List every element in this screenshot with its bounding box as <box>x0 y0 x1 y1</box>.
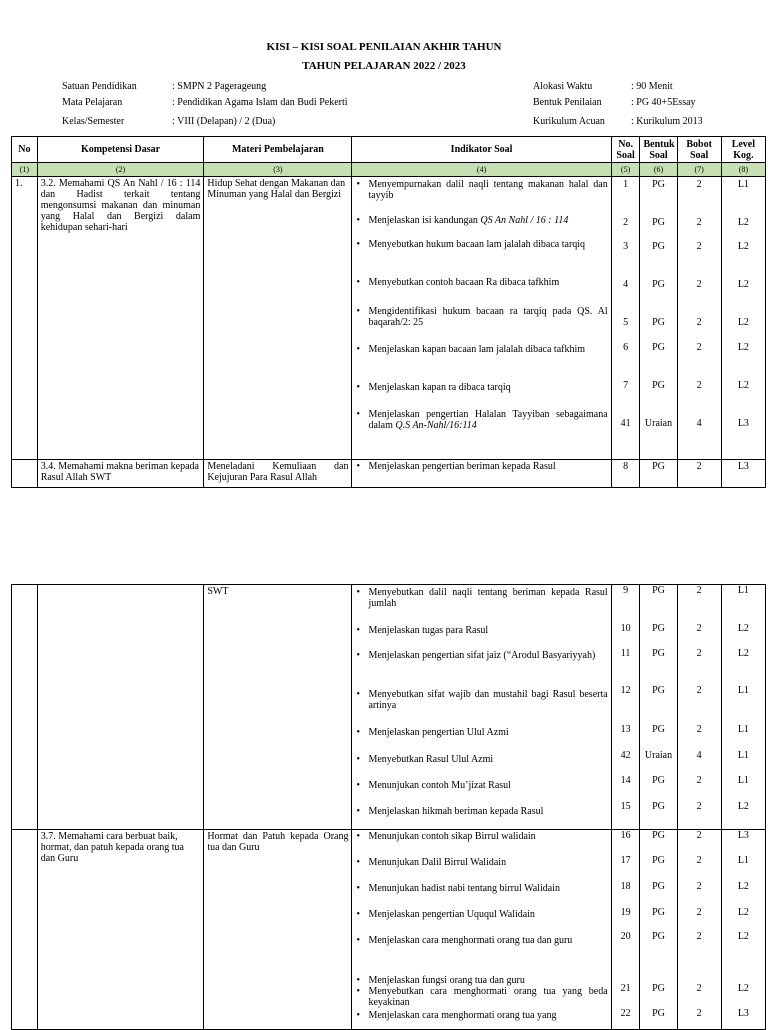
col-number: (2) <box>37 163 204 177</box>
info-value-mapel: : Pendidikan Agama Islam dan Budi Pekerti <box>172 97 348 108</box>
kisi-table-page2 <box>11 584 766 1030</box>
bobot-soal: 2 <box>696 648 702 659</box>
no-soal: 15 <box>620 801 631 812</box>
bobot-soal-list <box>677 585 721 830</box>
indikator-text: Menjelaskan pengertian Halalan Tayyiban sebagaimana dalam <box>368 409 608 431</box>
level-kog: L2 <box>737 648 749 659</box>
row-number <box>12 585 38 830</box>
kompetensi-dasar: 3.7. Memahami cara berbuat baik, hormat, dan patuh kepada orang tua dan Guru <box>37 830 204 1030</box>
bobot-soal: 2 <box>696 983 702 994</box>
level-kog: L3 <box>721 460 765 488</box>
bentuk-soal: PG <box>652 931 665 942</box>
indikator-item: • Menjelaskan pengertian sifat jaiz (“Arodul Basyariyyah) <box>355 650 607 661</box>
level-kog: L1 <box>737 179 749 190</box>
indikator-text: Menjelaskan isi kandungan <box>368 215 481 226</box>
bentuk-soal: PG <box>652 648 665 659</box>
kompetensi-dasar: 3.4. Memahami makna beriman kepada Rasul Allah SWT <box>37 460 204 488</box>
materi-pembelajaran: Hormat dan Patuh kepada Orang tua dan Guru <box>204 830 352 1030</box>
bobot-soal: 2 <box>696 179 702 190</box>
no-soal: 14 <box>620 775 631 786</box>
document-subtitle: TAHUN PELAJARAN 2022 / 2023 <box>302 60 466 72</box>
bentuk-soal: PG <box>652 342 665 353</box>
no-soal: 9 <box>623 585 629 596</box>
no-soal: 20 <box>620 931 631 942</box>
indikator-item: • Menjelaskan tugas para Rasul <box>355 625 607 636</box>
bentuk-soal: PG <box>652 217 665 228</box>
bentuk-soal: PG <box>652 801 665 812</box>
col-header-materi: Materi Pembelajaran <box>204 137 352 163</box>
indikator-item: • Menjelaskan fungsi orang tua dan guru <box>355 975 607 986</box>
bentuk-soal: PG <box>652 907 665 918</box>
table-row-block1 <box>12 177 766 460</box>
indikator-item: • Menyebutkan cara menghormati orang tua yang beda keyakinan <box>355 986 607 1008</box>
no-soal: 10 <box>620 623 631 634</box>
level-kog: L2 <box>737 801 749 812</box>
bentuk-soal: PG <box>652 685 665 696</box>
no-soal: 11 <box>620 648 631 659</box>
bobot-soal: 2 <box>696 1008 702 1019</box>
level-kog: L2 <box>737 217 749 228</box>
bobot-soal: 2 <box>696 241 702 252</box>
kompetensi-dasar <box>37 585 204 830</box>
level-kog-list <box>721 585 765 830</box>
indikator-item: • Menjelaskan pengertian Ulul Azmi <box>355 727 607 738</box>
level-kog: L2 <box>737 983 749 994</box>
bobot-soal: 2 <box>696 724 702 735</box>
info-value-bentuk: : PG 40+5Essay <box>631 97 696 108</box>
bobot-soal-list <box>677 830 721 1030</box>
info-value-satuan: : SMPN 2 Pagerageung <box>172 81 267 92</box>
col-number: (5) <box>611 163 640 177</box>
indikator-item: • Menyempurnakan dalil naqli tentang makanan halal dan tayyib <box>355 179 607 201</box>
info-value-kurikulum: : Kurikulum 2013 <box>631 116 703 127</box>
indikator-item: • Menyebutkan dalil naqli tentang beriman kepada Rasul jumlah <box>355 587 607 609</box>
no-soal: 6 <box>623 342 629 353</box>
level-kog: L2 <box>737 881 749 892</box>
level-kog: L2 <box>737 342 749 353</box>
indikator-item: • Menjelaskan cara menghormati orang tua dan guru <box>355 935 607 946</box>
indikator-item: • Menunjukan hadist nabi tentang birrul Walidain <box>355 883 607 894</box>
no-soal: 7 <box>623 380 629 391</box>
info-value-kelas: : VIII (Delapan) / 2 (Dua) <box>172 116 276 127</box>
col-header-bentuk: Bentuk Soal <box>640 137 677 163</box>
indikator-item: • Menyebutkan sifat wajib dan mustahil bagi Rasul beserta artinya <box>355 689 607 711</box>
indikator-item: • Menunjukan contoh Mu’jizat Rasul <box>355 780 607 791</box>
level-kog: L2 <box>737 317 749 328</box>
indikator-item: • Menyebutkan Rasul Ulul Azmi <box>355 754 607 765</box>
col-header-level: Level Kog. <box>721 137 765 163</box>
table-header-row <box>12 137 766 163</box>
bobot-soal: 4 <box>696 418 702 429</box>
no-soal: 22 <box>620 1008 631 1019</box>
bobot-soal: 2 <box>696 585 702 596</box>
info-label-satuan: Satuan Pendidikan <box>62 81 137 92</box>
row-number <box>12 460 38 488</box>
kisi-table-page1 <box>11 136 766 488</box>
bobot-soal: 2 <box>696 623 702 634</box>
bentuk-soal: PG <box>652 585 665 596</box>
bobot-soal: 2 <box>696 380 702 391</box>
level-kog: L1 <box>737 855 749 866</box>
col-number: (3) <box>204 163 352 177</box>
bobot-soal: 2 <box>696 881 702 892</box>
bentuk-soal: PG <box>652 380 665 391</box>
indikator-item: • Menjelaskan pengertian beriman kepada Rasul <box>355 461 607 472</box>
bobot-soal: 2 <box>696 830 702 841</box>
kompetensi-dasar: 3.2. Memahami QS An Nahl / 16 : 114 dan Hadist terkait tentang mengonsumsi makanan dan minuman yang Halal dan Bergizi dalam kehidupan sehari-hari <box>37 177 204 460</box>
bentuk-soal: PG <box>652 855 665 866</box>
indikator-item <box>355 215 607 226</box>
document-title: KISI – KISI SOAL PENILAIAN AKHIR TAHUN <box>266 41 502 53</box>
table-row-block2-start <box>12 460 766 488</box>
level-kog: L1 <box>737 775 749 786</box>
level-kog: L1 <box>737 685 749 696</box>
indikator-list <box>352 585 611 830</box>
level-kog: L2 <box>737 931 749 942</box>
bobot-soal: 2 <box>696 931 702 942</box>
no-soal-list <box>611 177 640 460</box>
indikator-item: • Menjelaskan kapan ra dibaca tarqiq <box>355 382 607 393</box>
no-soal: 17 <box>620 855 631 866</box>
bentuk-soal: PG <box>652 775 665 786</box>
no-soal: 16 <box>620 830 631 841</box>
no-soal: 41 <box>620 418 631 429</box>
level-kog: L1 <box>737 750 749 761</box>
bobot-soal: 2 <box>696 801 702 812</box>
bobot-soal: 2 <box>696 855 702 866</box>
level-kog: L2 <box>737 279 749 290</box>
materi-pembelajaran: Hidup Sehat dengan Makanan dan Minuman yang Halal dan Bergizi <box>204 177 352 460</box>
bentuk-soal: PG <box>652 241 665 252</box>
info-value-alokasi: : 90 Menit <box>631 81 673 92</box>
col-header-no: No <box>12 137 38 163</box>
bobot-soal-list <box>677 177 721 460</box>
bentuk-soal: PG <box>652 179 665 190</box>
no-soal: 3 <box>623 241 629 252</box>
indikator-item: • Mengidentifikasi hukum bacaan ra tarqiq pada QS. Al baqarah/2: 25 <box>355 306 607 328</box>
level-kog: L2 <box>737 241 749 252</box>
bentuk-soal: Uraian <box>644 418 673 429</box>
bobot-soal: 2 <box>696 217 702 228</box>
no-soal: 5 <box>623 317 629 328</box>
indikator-item <box>355 409 607 431</box>
indikator-item: • Menyebutkan hukum bacaan lam jalalah dibaca tarqiq <box>355 239 607 250</box>
materi-pembelajaran: SWT <box>204 585 352 830</box>
bentuk-soal: Uraian <box>644 750 673 761</box>
bentuk-soal: PG <box>652 830 665 841</box>
col-header-no-soal: No. Soal <box>611 137 640 163</box>
bentuk-soal-list <box>640 177 677 460</box>
bentuk-soal: PG <box>652 623 665 634</box>
info-label-bentuk: Bentuk Penilaian <box>533 97 602 108</box>
col-header-indikator: Indikator Soal <box>352 137 611 163</box>
col-header-bobot: Bobot Soal <box>677 137 721 163</box>
indikator-item: • Menunjukan contoh sikap Birrul walidain <box>355 831 607 842</box>
materi-pembelajaran: Meneladani Kemuliaan dan Kejujuran Para Rasul Allah <box>204 460 352 488</box>
level-kog-list <box>721 830 765 1030</box>
no-soal: 8 <box>611 460 640 488</box>
col-number: (8) <box>721 163 765 177</box>
bobot-soal: 4 <box>696 750 702 761</box>
info-label-alokasi: Alokasi Waktu <box>533 81 593 92</box>
no-soal: 2 <box>623 217 629 228</box>
col-number: (6) <box>640 163 677 177</box>
bentuk-soal: PG <box>652 1008 665 1019</box>
bentuk-soal-list <box>640 830 677 1030</box>
indikator-item: • Menjelaskan pengertian Uququl Walidain <box>355 909 607 920</box>
level-kog: L3 <box>737 418 749 429</box>
info-label-kurikulum: Kurikulum Acuan <box>533 116 605 127</box>
indikator-list <box>352 177 611 460</box>
indikator-italic: QS An Nahl / 16 : 114 <box>480 215 569 226</box>
info-label-kelas: Kelas/Semester <box>62 116 125 127</box>
bentuk-soal: PG <box>652 881 665 892</box>
indikator-cell <box>352 460 611 488</box>
row-number <box>12 830 38 1030</box>
bobot-soal: 2 <box>696 342 702 353</box>
level-kog-list <box>721 177 765 460</box>
no-soal: 18 <box>620 881 631 892</box>
col-number: (4) <box>352 163 611 177</box>
column-number-row <box>12 163 766 177</box>
indikator-item: • Menyebutkan contoh bacaan Ra dibaca tafkhim <box>355 277 607 288</box>
col-header-kd: Kompetensi Dasar <box>37 137 204 163</box>
indikator-list <box>352 830 611 1030</box>
indikator-item: • Menjelaskan kapan bacaan lam jalalah dibaca tafkhim <box>355 344 607 355</box>
level-kog: L2 <box>737 907 749 918</box>
indikator-italic: Q.S An-Nahl/16:114 <box>395 420 477 431</box>
no-soal: 19 <box>620 907 631 918</box>
bobot-soal: 2 <box>677 460 721 488</box>
bentuk-soal: PG <box>640 460 677 488</box>
bobot-soal: 2 <box>696 317 702 328</box>
col-number: (1) <box>12 163 38 177</box>
bobot-soal: 2 <box>696 907 702 918</box>
row-number: 1. <box>12 177 38 460</box>
bobot-soal: 2 <box>696 279 702 290</box>
level-kog: L3 <box>737 1008 749 1019</box>
no-soal-list <box>611 830 640 1030</box>
level-kog: L2 <box>737 623 749 634</box>
bentuk-soal: PG <box>652 724 665 735</box>
level-kog: L2 <box>737 380 749 391</box>
no-soal: 4 <box>623 279 629 290</box>
table-row-block3 <box>12 830 766 1030</box>
table-row-block2-cont <box>12 585 766 830</box>
bentuk-soal: PG <box>652 279 665 290</box>
info-label-mapel: Mata Pelajaran <box>62 97 123 108</box>
indikator-item: • Menjelaskan cara menghormati orang tua yang <box>355 1010 607 1021</box>
level-kog: L1 <box>737 585 749 596</box>
no-soal-list <box>611 585 640 830</box>
level-kog: L3 <box>737 830 749 841</box>
no-soal: 1 <box>623 179 629 190</box>
bentuk-soal: PG <box>652 983 665 994</box>
bobot-soal: 2 <box>696 685 702 696</box>
no-soal: 21 <box>620 983 631 994</box>
indikator-item: • Menunjukan Dalil Birrul Walidain <box>355 857 607 868</box>
bentuk-soal-list <box>640 585 677 830</box>
indikator-item: • Menjelaskan hikmah beriman kepada Rasul <box>355 806 607 817</box>
no-soal: 42 <box>620 750 631 761</box>
no-soal: 13 <box>620 724 631 735</box>
col-number: (7) <box>677 163 721 177</box>
no-soal: 12 <box>620 685 631 696</box>
level-kog: L1 <box>737 724 749 735</box>
bobot-soal: 2 <box>696 775 702 786</box>
bentuk-soal: PG <box>652 317 665 328</box>
